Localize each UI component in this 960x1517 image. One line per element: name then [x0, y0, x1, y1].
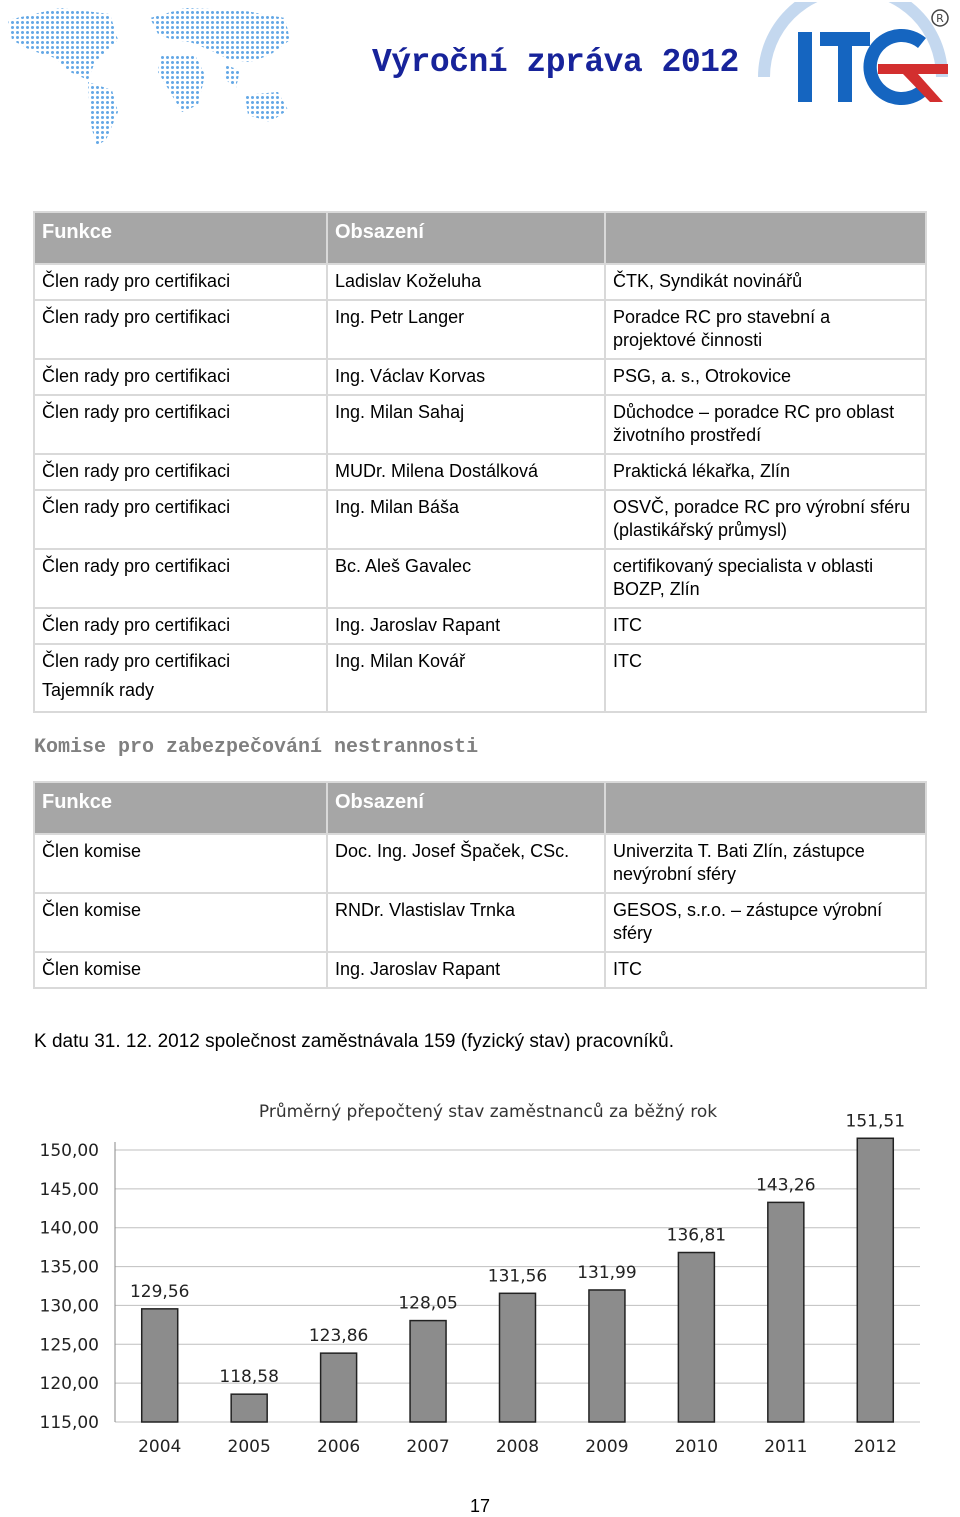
cell-function-line: Člen rady pro certifikaci [42, 651, 231, 671]
cell-name: Ladislav Koželuha [327, 264, 605, 300]
y-tick-label: 120,00 [39, 1374, 99, 1395]
cell-function [34, 644, 327, 712]
cell-organization: PSG, a. s., Otrokovice [605, 359, 926, 395]
data-label-2011: 143,26 [756, 1175, 816, 1196]
bar-2011 [768, 1202, 804, 1422]
x-tick-label: 2011 [764, 1437, 808, 1457]
itc-logo [748, 2, 958, 132]
x-tick-label: 2007 [406, 1437, 450, 1457]
certification-board-table [33, 211, 927, 713]
column-header-staffing: Obsazení [327, 212, 605, 264]
table-row [34, 644, 926, 712]
data-label-2006: 123,86 [308, 1326, 369, 1347]
cell-name: Ing. Milan Sahaj [327, 395, 605, 454]
report-title: Výroční zpráva 2012 [372, 44, 739, 81]
column-header-organization [605, 782, 926, 834]
cell-function: Člen rady pro certifikaci [34, 454, 327, 490]
bar-2009 [589, 1290, 625, 1422]
cell-organization: OSVČ, poradce RC pro výrobní sféru (plastikářský průmysl) [605, 490, 926, 549]
cell-organization: Univerzita T. Bati Zlín, zástupce nevýrobní sféry [605, 834, 926, 893]
table-header-row [34, 212, 926, 264]
bar-2004 [142, 1309, 178, 1422]
column-header-function: Funkce [34, 782, 327, 834]
table-row [34, 359, 926, 395]
table-row [34, 549, 926, 608]
chart-title: Průměrný přepočtený stav zaměstnanců za běžný rok [258, 1102, 718, 1122]
cell-function: Člen komise [34, 834, 327, 893]
data-label-2005: 118,58 [219, 1367, 279, 1388]
column-header-staffing: Obsazení [327, 782, 605, 834]
cell-function: Člen rady pro certifikaci [34, 549, 327, 608]
cell-function: Člen rady pro certifikaci [34, 608, 327, 644]
cell-name: Ing. Václav Korvas [327, 359, 605, 395]
cell-name: RNDr. Vlastislav Trnka [327, 893, 605, 952]
y-tick-label: 140,00 [39, 1218, 99, 1239]
bar-2005 [231, 1394, 267, 1422]
table-row [34, 395, 926, 454]
cell-function: Člen komise [34, 952, 327, 988]
cell-function: Člen rady pro certifikaci [34, 395, 327, 454]
y-tick-label: 145,00 [39, 1179, 99, 1200]
cell-function: Člen rady pro certifikaci [34, 264, 327, 300]
cell-organization: Praktická lékařka, Zlín [605, 454, 926, 490]
table-row [34, 300, 926, 359]
cell-function-line: Tajemník rady [42, 680, 155, 700]
cell-name: Ing. Jaroslav Rapant [327, 952, 605, 988]
x-tick-label: 2004 [138, 1437, 182, 1457]
x-tick-label: 2009 [585, 1437, 629, 1457]
committee-heading: Komise pro zabezpečování nestrannosti [34, 736, 479, 759]
data-label-2009: 131,99 [577, 1262, 637, 1283]
y-tick-label: 150,00 [39, 1141, 99, 1161]
y-tick-label: 125,00 [39, 1335, 99, 1356]
table-row [34, 454, 926, 490]
table-row [34, 893, 926, 952]
cell-function: Člen rady pro certifikaci [34, 359, 327, 395]
page-number: 17 [469, 1496, 491, 1516]
cell-name: Ing. Petr Langer [327, 300, 605, 359]
employee-bar-chart [20, 1090, 940, 1470]
y-tick-label: 115,00 [39, 1413, 99, 1433]
cell-name: MUDr. Milena Dostálková [327, 454, 605, 490]
cell-organization: certifikovaný specialista v oblasti BOZP, Zlín [605, 549, 926, 608]
cell-function: Člen rady pro certifikaci [34, 490, 327, 549]
cell-organization: Poradce RC pro stavební a projektové činnosti [605, 300, 926, 359]
table-row [34, 264, 926, 300]
cell-name: Doc. Ing. Josef Špaček, CSc. [327, 834, 605, 893]
world-map-decoration [0, 0, 295, 150]
data-label-2012: 151,51 [845, 1111, 906, 1132]
x-tick-label: 2012 [853, 1437, 897, 1457]
x-tick-label: 2006 [316, 1437, 361, 1457]
y-tick-label: 130,00 [39, 1296, 99, 1317]
x-tick-label: 2008 [495, 1437, 540, 1457]
cell-organization: ITC [605, 952, 926, 988]
table-header-row [34, 782, 926, 834]
cell-name: Ing. Milan Kovář [327, 644, 605, 712]
cell-organization: ITC [605, 644, 926, 712]
svg-text:R: R [936, 12, 944, 25]
cell-organization: ČTK, Syndikát novinářů [605, 264, 926, 300]
data-label-2010: 136,81 [666, 1225, 727, 1246]
data-label-2004: 129,56 [129, 1281, 190, 1302]
bar-2007 [410, 1321, 446, 1422]
x-tick-label: 2010 [674, 1437, 719, 1457]
employee-count-summary: K datu 31. 12. 2012 společnost zaměstnávala 159 (fyzický stav) pracovníků. [34, 1031, 675, 1052]
cell-function: Člen rady pro certifikaci [34, 300, 327, 359]
table-row [34, 490, 926, 549]
column-header-organization [605, 212, 926, 264]
x-tick-label: 2005 [227, 1437, 271, 1457]
data-label-2008: 131,56 [487, 1266, 548, 1287]
cell-name: Ing. Milan Báša [327, 490, 605, 549]
data-label-2007: 128,05 [398, 1293, 458, 1314]
y-tick-label: 135,00 [39, 1257, 99, 1278]
cell-function: Člen komise [34, 893, 327, 952]
cell-organization: GESOS, s.r.o. – zástupce výrobní sféry [605, 893, 926, 952]
cell-name: Bc. Aleš Gavalec [327, 549, 605, 608]
cell-organization: Důchodce – poradce RC pro oblast životního prostředí [605, 395, 926, 454]
table-row [34, 834, 926, 893]
impartiality-committee-table [33, 781, 927, 989]
cell-name: Ing. Jaroslav Rapant [327, 608, 605, 644]
column-header-function: Funkce [34, 212, 327, 264]
bar-2012 [857, 1138, 893, 1422]
bar-2006 [321, 1353, 357, 1422]
cell-organization: ITC [605, 608, 926, 644]
bar-2008 [500, 1293, 536, 1422]
table-row [34, 952, 926, 988]
bar-2010 [678, 1253, 714, 1422]
table-row [34, 608, 926, 644]
